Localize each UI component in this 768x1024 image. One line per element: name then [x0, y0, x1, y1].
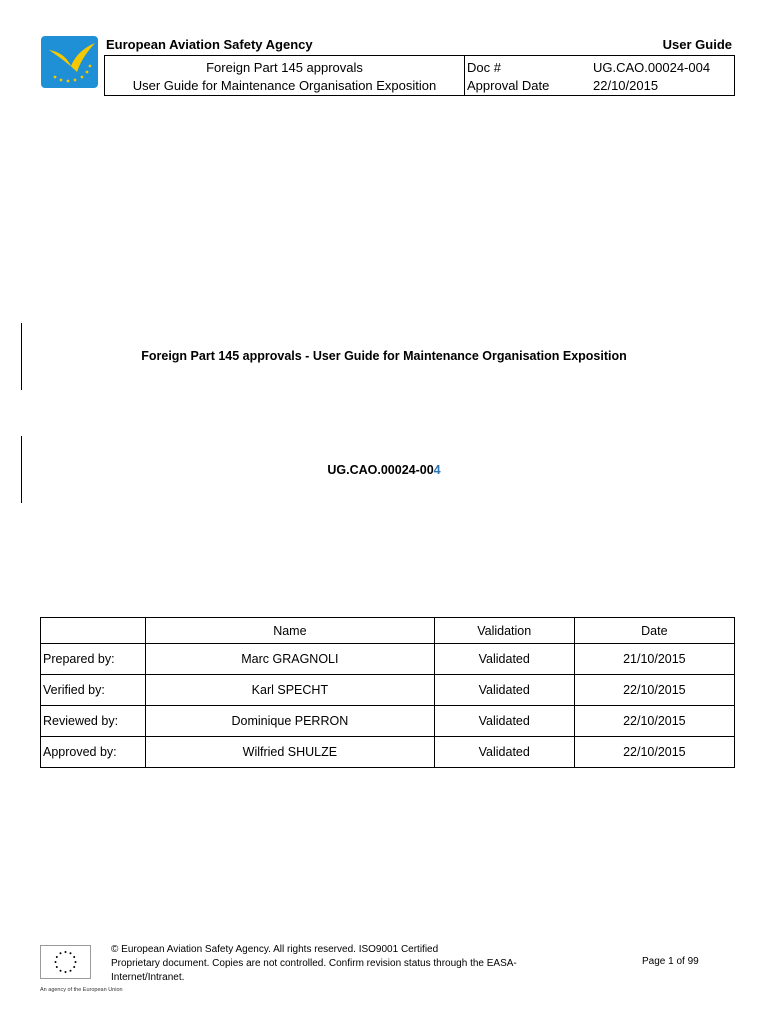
eu-flag-icon	[40, 945, 91, 979]
column-header-validation: Validation	[434, 618, 574, 644]
approval-date-value: 22/10/2015	[593, 78, 659, 93]
approval-table	[40, 617, 735, 768]
document-type: User Guide	[662, 37, 732, 52]
table-row	[41, 737, 735, 768]
table-row	[41, 675, 735, 706]
name-cell: Wilfried SHULZE	[146, 737, 435, 768]
table-row	[41, 644, 735, 675]
header-title-cell	[105, 56, 465, 95]
header-title-line2: User Guide for Maintenance Organisation Exposition	[132, 78, 437, 93]
header-meta-cell	[465, 56, 734, 95]
role-cell: Verified by:	[41, 675, 146, 706]
document-reference-suffix: 4	[433, 463, 441, 477]
footer-notice	[111, 943, 561, 985]
doc-number-label: Doc #	[467, 60, 501, 75]
validation-cell: Validated	[434, 737, 574, 768]
document-title: Foreign Part 145 approvals - User Guide for Maintenance Organisation Exposition	[141, 349, 627, 363]
table-row	[41, 706, 735, 737]
date-cell: 22/10/2015	[574, 706, 734, 737]
column-header-role	[41, 618, 146, 644]
approval-date-label: Approval Date	[467, 78, 550, 93]
name-cell: Karl SPECHT	[146, 675, 435, 706]
header-title-line1: Foreign Part 145 approvals	[206, 60, 363, 75]
validation-cell: Validated	[434, 644, 574, 675]
date-cell: 22/10/2015	[574, 675, 734, 706]
column-header-date: Date	[574, 618, 734, 644]
role-cell: Reviewed by:	[41, 706, 146, 737]
name-cell: Dominique PERRON	[146, 706, 435, 737]
page-number: Page 1 of 99	[642, 956, 699, 967]
eu-caption: An agency of the European Union	[40, 987, 123, 993]
validation-cell: Validated	[434, 675, 574, 706]
document-reference-prefix: UG.CAO.00024-00	[327, 463, 434, 477]
doc-number-value: UG.CAO.00024-004	[593, 60, 711, 75]
document-reference	[0, 463, 768, 477]
copyright-text: © European Aviation Safety Agency. All rights reserved. ISO9001 Certified	[111, 944, 439, 955]
date-cell: 21/10/2015	[574, 644, 734, 675]
easa-logo-icon	[41, 36, 98, 88]
role-cell: Prepared by:	[41, 644, 146, 675]
table-header-row	[41, 618, 735, 644]
date-cell: 22/10/2015	[574, 737, 734, 768]
name-cell: Marc GRAGNOLI	[146, 644, 435, 675]
role-cell: Approved by:	[41, 737, 146, 768]
column-header-name: Name	[146, 618, 435, 644]
validation-cell: Validated	[434, 706, 574, 737]
header-info-box	[104, 55, 735, 96]
agency-name: European Aviation Safety Agency	[106, 37, 313, 52]
proprietary-text: Proprietary document. Copies are not controlled. Confirm revision status through the EASA-Internet/Intranet.	[111, 958, 517, 983]
